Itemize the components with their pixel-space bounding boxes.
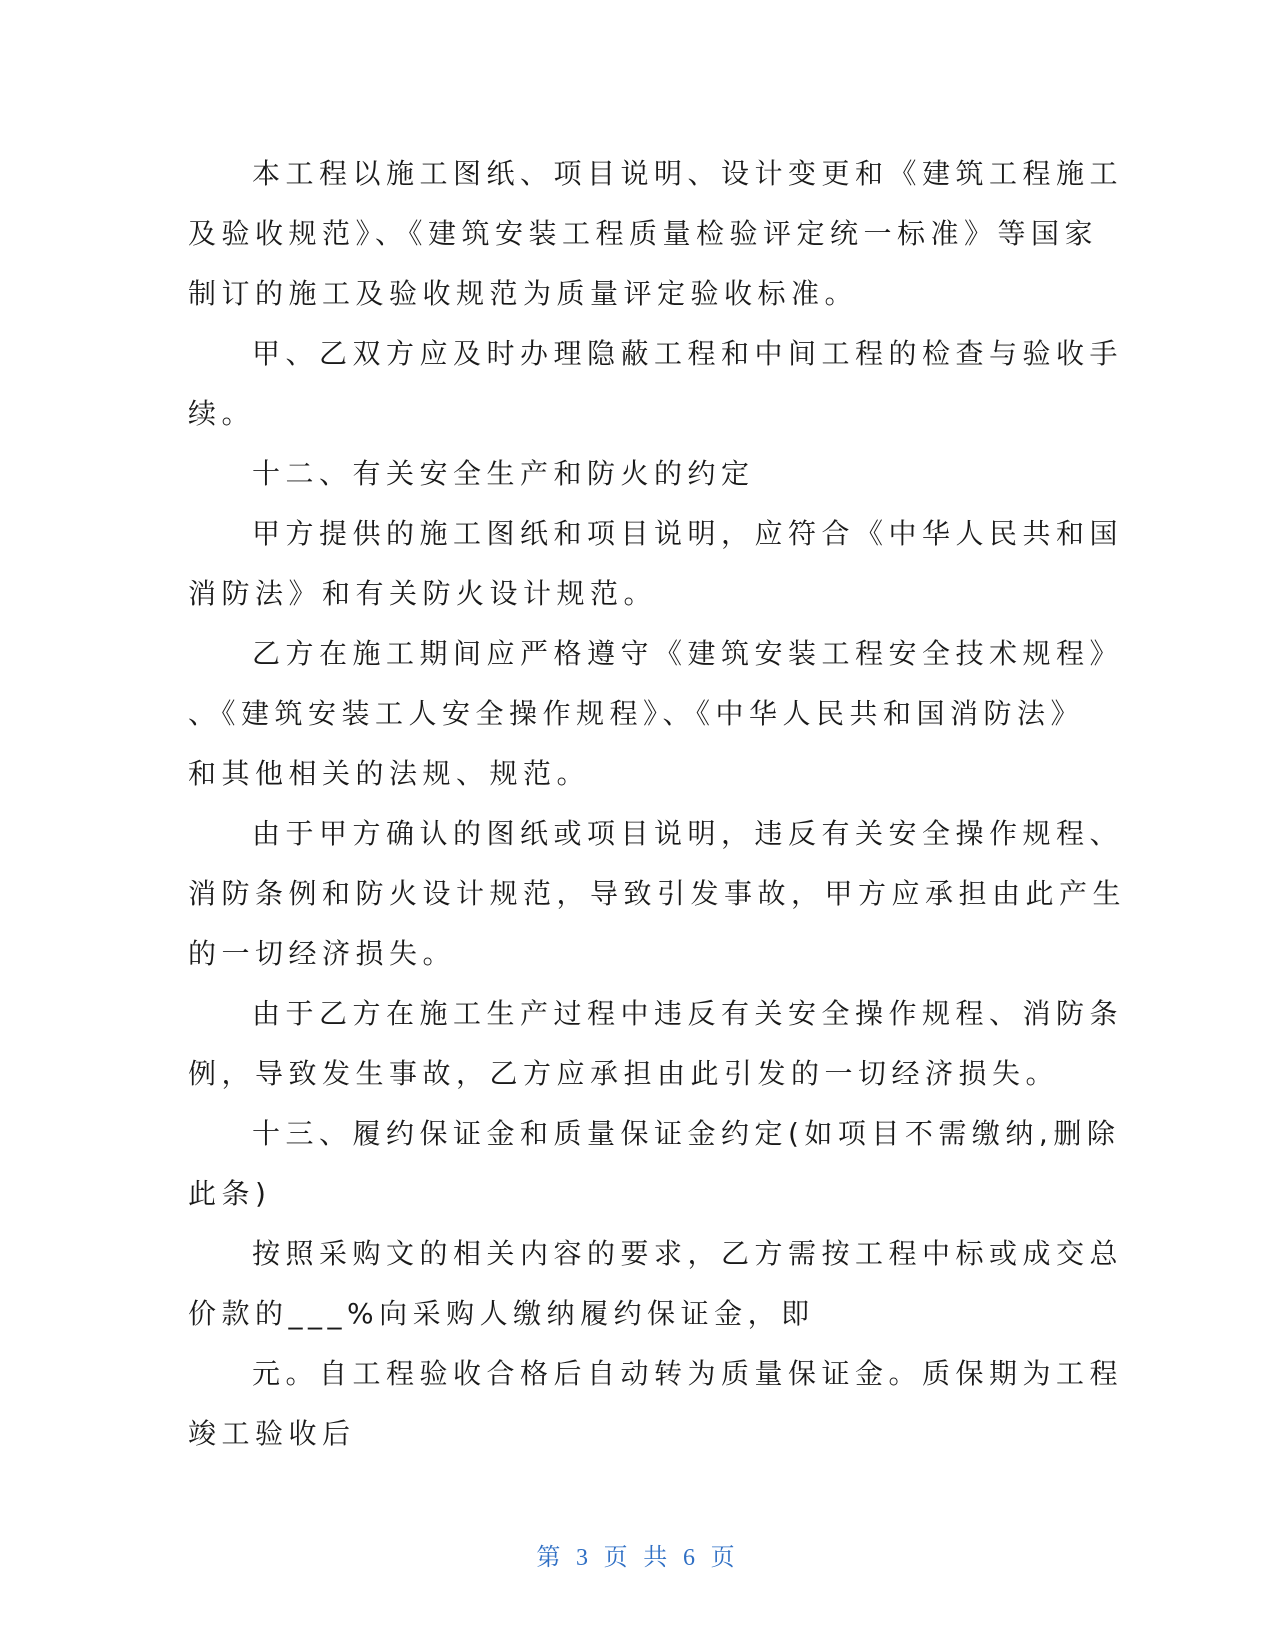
paragraph-performance-bond: [188, 1224, 1124, 1344]
text-line: 本工程以施工图纸、项目说明、设计变更和《建筑工程施工: [252, 157, 1124, 190]
footer-suffix: 页: [710, 1543, 739, 1571]
text-line: 续。: [188, 397, 256, 430]
text-line: 甲方提供的施工图纸和项目说明，应符合《中华人民共和国: [252, 517, 1124, 550]
text-line: 由于乙方在施工生产过程中违反有关安全操作规程、消防条: [252, 997, 1124, 1030]
text-line: 由于甲方确认的图纸或项目说明，违反有关安全操作规程、: [252, 817, 1124, 850]
page-footer: [0, 1537, 1275, 1572]
paragraph-quality-standard: [188, 144, 1124, 324]
section-heading-12: [188, 444, 1048, 504]
text-line: 、《建筑安装工人安全操作规程》、《中华人民共和国消防法》: [188, 697, 1085, 730]
text-line: 制订的施工及验收规范为质量评定验收标准。: [188, 277, 859, 310]
text-line: 按照采购文的相关内容的要求，乙方需按工程中标或成交总: [252, 1237, 1124, 1270]
text-line: 乙方在施工期间应严格遵守《建筑安装工程安全技术规程》: [252, 637, 1124, 670]
text-line: 及验收规范》、《建筑安装工程质量检验评定统一标准》等国家: [188, 217, 1099, 250]
paragraph-party-b-liability: [188, 984, 1124, 1104]
text-line: 和其他相关的法规、规范。: [188, 757, 591, 790]
text-line: 竣工验收后: [188, 1417, 356, 1450]
document-body: [188, 144, 1127, 1464]
paragraph-fire-code: [188, 504, 1124, 624]
paragraph-inspection: [188, 324, 1124, 444]
footer-middle: 页 共: [603, 1543, 672, 1571]
text-line: 的一切经济损失。: [188, 937, 457, 970]
text-line: 例，导致发生事故，乙方应承担由此引发的一切经济损失。: [188, 1057, 1060, 1090]
current-page-number: 3: [576, 1545, 593, 1571]
text-line: 甲、乙双方应及时办理隐蔽工程和中间工程的检查与验收手: [252, 337, 1124, 370]
section-title: 十三、履约保证金和质量保证金约定(如项目不需缴纳,删除: [252, 1117, 1121, 1150]
section-title-continued: 此条): [188, 1177, 272, 1210]
text-line: 价款的___%向采购人缴纳履约保证金，即: [188, 1297, 815, 1330]
total-page-count: 6: [682, 1545, 699, 1571]
paragraph-party-a-liability: [188, 804, 1127, 984]
footer-prefix: 第: [536, 1543, 565, 1571]
section-heading-13: [188, 1104, 1121, 1224]
text-line: 消防条例和防火设计规范，导致引发事故，甲方应承担由此产生: [188, 877, 1127, 910]
text-line: 元。自工程验收合格后自动转为质量保证金。质保期为工程: [252, 1357, 1124, 1390]
paragraph-safety-rules: [188, 624, 1124, 804]
section-title: 十二、有关安全生产和防火的约定: [252, 457, 755, 490]
text-line: 消防法》和有关防火设计规范。: [188, 577, 658, 610]
paragraph-quality-deposit: [188, 1344, 1124, 1464]
